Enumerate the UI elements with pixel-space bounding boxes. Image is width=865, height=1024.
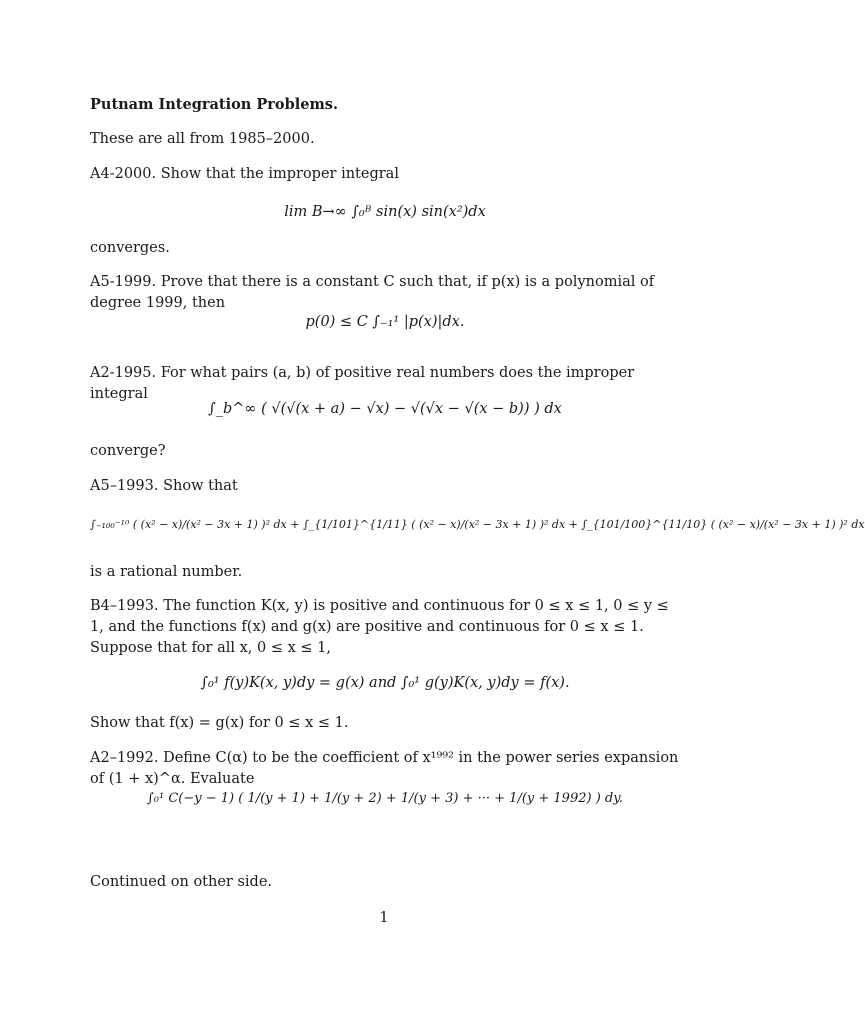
problem-a4-2000-equation: lim B→∞ ∫₀ᴮ sin(x) sin(x²)dx	[284, 204, 486, 220]
problem-a2-1995-equation: ∫_b^∞ ( √(√(x + a) − √x) − √(√x − √(x − b)) ) dx	[208, 401, 562, 417]
problem-a5-1999-equation: p(0) ≤ C ∫₋₁¹ |p(x)|dx.	[305, 314, 465, 330]
problem-a5-1993-after: is a rational number.	[90, 564, 243, 580]
problem-b4-1993-after: Show that f(x) = g(x) for 0 ≤ x ≤ 1.	[90, 715, 349, 731]
problem-a5-1993-statement: A5–1993. Show that	[90, 478, 238, 494]
document-title: Putnam Integration Problems.	[90, 96, 339, 113]
problem-a4-2000-after: converges.	[90, 240, 170, 256]
page-number: 1	[379, 910, 389, 926]
problem-b4-1993-statement: B4–1993. The function K(x, y) is positive and continuous for 0 ≤ x ≤ 1, 0 ≤ y ≤ 1, and the functions f(x) and g(x) are positive and continuous for 0 ≤ x ≤ 1. Suppose that for all x, 0 ≤ x ≤ 1,	[90, 598, 669, 656]
problem-a2-1995-statement: A2-1995. For what pairs (a, b) of positive real numbers does the improper integral	[90, 365, 635, 402]
problem-a2-1992-equation: ∫₀¹ C(−y − 1) ( 1/(y + 1) + 1/(y + 2) + 1/(y + 3) + ··· + 1/(y + 1992) ) dy.	[147, 791, 623, 806]
footer-note: Continued on other side.	[90, 874, 273, 890]
problem-a5-1993-equation: ∫₋₁₀₀⁻¹⁰ ( (x² − x)/(x² − 3x + 1) )² dx + ∫_{1/101}^{1/11} ( (x² − x)/(x² − 3x + 1) )² dx + ∫_{101/100}^{11/10} ( (x² − x)/(x² − 3x + 1) )² dx	[90, 518, 865, 531]
problem-a5-1999-statement: A5-1999. Prove that there is a constant C such that, if p(x) is a polynomial of degree 1999, then	[90, 274, 655, 311]
problem-b4-1993-equation: ∫₀¹ f(y)K(x, y)dy = g(x) and ∫₀¹ g(y)K(x, y)dy = f(x).	[200, 675, 570, 691]
problem-a2-1992-statement: A2–1992. Define C(α) to be the coefficient of x¹⁹⁹² in the power series expansion of (1 + x)^α. Evaluate	[90, 750, 679, 787]
problem-a2-1995-after: converge?	[90, 443, 166, 459]
intro-text: These are all from 1985–2000.	[90, 131, 315, 147]
problem-a4-2000-statement: A4-2000. Show that the improper integral	[90, 166, 399, 182]
